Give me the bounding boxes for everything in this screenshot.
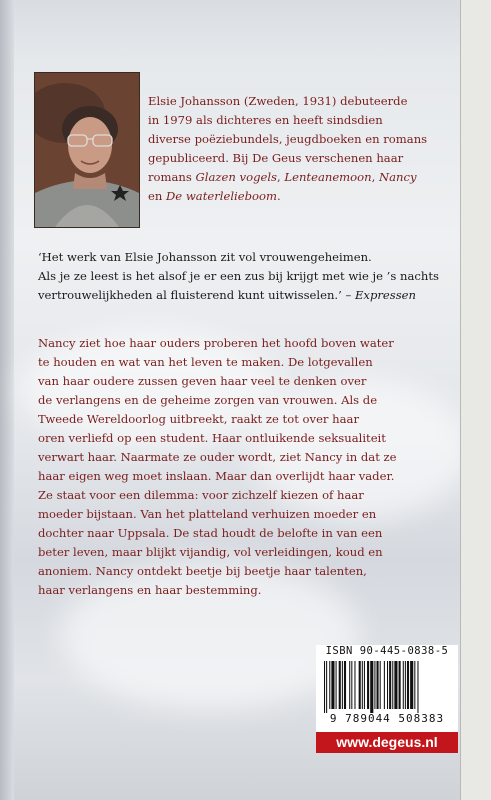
barcode-bar bbox=[326, 661, 327, 713]
barcode-bar bbox=[349, 661, 350, 709]
barcode-bar bbox=[339, 661, 341, 709]
barcode-panel bbox=[316, 645, 458, 753]
barcode-bar bbox=[392, 661, 393, 709]
blurb-line: Tweede Wereldoorlog uitbreekt, raakt ze tot over haar bbox=[38, 412, 359, 426]
author-photo bbox=[34, 72, 140, 228]
bio-text: en bbox=[148, 189, 167, 203]
barcode-bar bbox=[377, 661, 379, 709]
book-title: Glazen vogels bbox=[195, 170, 278, 184]
barcode-bar bbox=[384, 661, 385, 709]
quote-source: Expressen bbox=[354, 288, 417, 302]
barcode-bar bbox=[380, 661, 381, 709]
author-bio bbox=[148, 92, 427, 206]
book-title: Nancy bbox=[378, 170, 417, 184]
barcode-bar bbox=[414, 661, 415, 709]
barcode-bar bbox=[417, 661, 418, 713]
quote-line: Als je ze leest is het alsof je er een zus bij krijgt met wie je ’s nachts bbox=[38, 269, 439, 283]
bio-line bbox=[148, 168, 427, 187]
page-edge bbox=[460, 0, 491, 800]
blurb-line: haar verlangens en haar bestemming. bbox=[38, 583, 262, 597]
bio-line: Elsie Johansson (Zweden, 1931) debuteerde bbox=[148, 94, 408, 108]
barcode-bar bbox=[410, 661, 413, 709]
blurb-line: verwart haar. Naarmate ze ouder wordt, ziet Nancy in dat ze bbox=[38, 450, 397, 464]
blurb-line: moeder bijstaan. Van het platteland verhuizen moeder en bbox=[38, 507, 377, 521]
bio-text: , bbox=[371, 170, 379, 184]
barcode-bar bbox=[329, 661, 330, 709]
blurb-line: Nancy ziet hoe haar ouders proberen het hoofd boven water bbox=[38, 336, 394, 350]
bio-line: diverse poëziebundels, jeugdboeken en romans bbox=[148, 132, 428, 146]
barcode-bar bbox=[354, 661, 355, 709]
book-title: Lenteanemoon bbox=[284, 170, 372, 184]
barcode-bar bbox=[403, 661, 404, 709]
ean-digits: 9 789044 508383 bbox=[329, 712, 445, 725]
barcode-bar bbox=[387, 661, 388, 709]
barcode-bar bbox=[324, 661, 325, 713]
barcode-bar bbox=[359, 661, 361, 709]
barcode-bar bbox=[389, 661, 391, 709]
blurb-line: haar eigen weg moet inslaan. Maar dan overlijdt haar vader. bbox=[38, 469, 395, 483]
bio-text: . bbox=[276, 189, 281, 203]
bio-line: gepubliceerd. Bij De Geus verschenen haar bbox=[148, 151, 404, 165]
isbn-label: ISBN 90-445-0838-5 bbox=[325, 645, 449, 657]
blurb-line: van haar oudere zussen geven haar veel te denken over bbox=[38, 374, 367, 388]
quote-line: ‘Het werk van Elsie Johansson zit vol vrouwengeheimen. bbox=[38, 250, 372, 264]
blurb-line: anoniem. Nancy ontdekt beetje bij beetje haar talenten, bbox=[38, 564, 367, 578]
blurb-line: oren verliefd op een student. Haar ontluikende seksualiteit bbox=[38, 431, 386, 445]
blurb bbox=[38, 334, 397, 600]
blurb-line: beter leven, maar blijkt vijandig, vol verleidingen, koud en bbox=[38, 545, 383, 559]
blurb-line: de verlangens en de geheime zorgen van vrouwen. Als de bbox=[38, 393, 378, 407]
barcode-bar bbox=[351, 661, 352, 709]
barcode-bar bbox=[394, 661, 397, 709]
barcode-bar bbox=[336, 661, 337, 709]
barcode-bar bbox=[405, 661, 406, 709]
cover-spine-edge bbox=[0, 0, 14, 800]
barcode-bar bbox=[364, 661, 365, 709]
review-quote bbox=[38, 248, 439, 305]
blurb-line: dochter naar Uppsala. De stad houdt de belofte in van een bbox=[38, 526, 383, 540]
barcode-bar bbox=[367, 661, 369, 709]
barcode-bar bbox=[399, 661, 401, 709]
publisher-url: www.degeus.nl bbox=[316, 732, 458, 753]
blurb-line: Ze staat voor een dilemma: voor zichzelf kiezen of haar bbox=[38, 488, 364, 502]
barcode-bar bbox=[331, 661, 334, 709]
barcode-bar bbox=[370, 661, 373, 713]
book-title: De waterlelieboom bbox=[166, 189, 277, 203]
blurb-line: te houden en wat van het leven te maken. De lotgevallen bbox=[38, 355, 373, 369]
barcode-bar bbox=[407, 661, 409, 709]
barcode-bar bbox=[344, 661, 346, 709]
bio-text: , bbox=[277, 170, 285, 184]
bio-text: romans bbox=[148, 170, 196, 184]
quote-line bbox=[38, 286, 439, 305]
barcode-icon bbox=[322, 661, 452, 713]
bio-line: in 1979 als dichteres en heeft sindsdien bbox=[148, 113, 383, 127]
barcode-bar bbox=[342, 661, 343, 709]
quote-text: vertrouwelijkheden al fluisterend kunt uitwisselen.’ – bbox=[38, 288, 355, 302]
bio-line bbox=[148, 187, 427, 206]
barcode-bar bbox=[374, 661, 375, 709]
barcode-bar bbox=[362, 661, 363, 709]
